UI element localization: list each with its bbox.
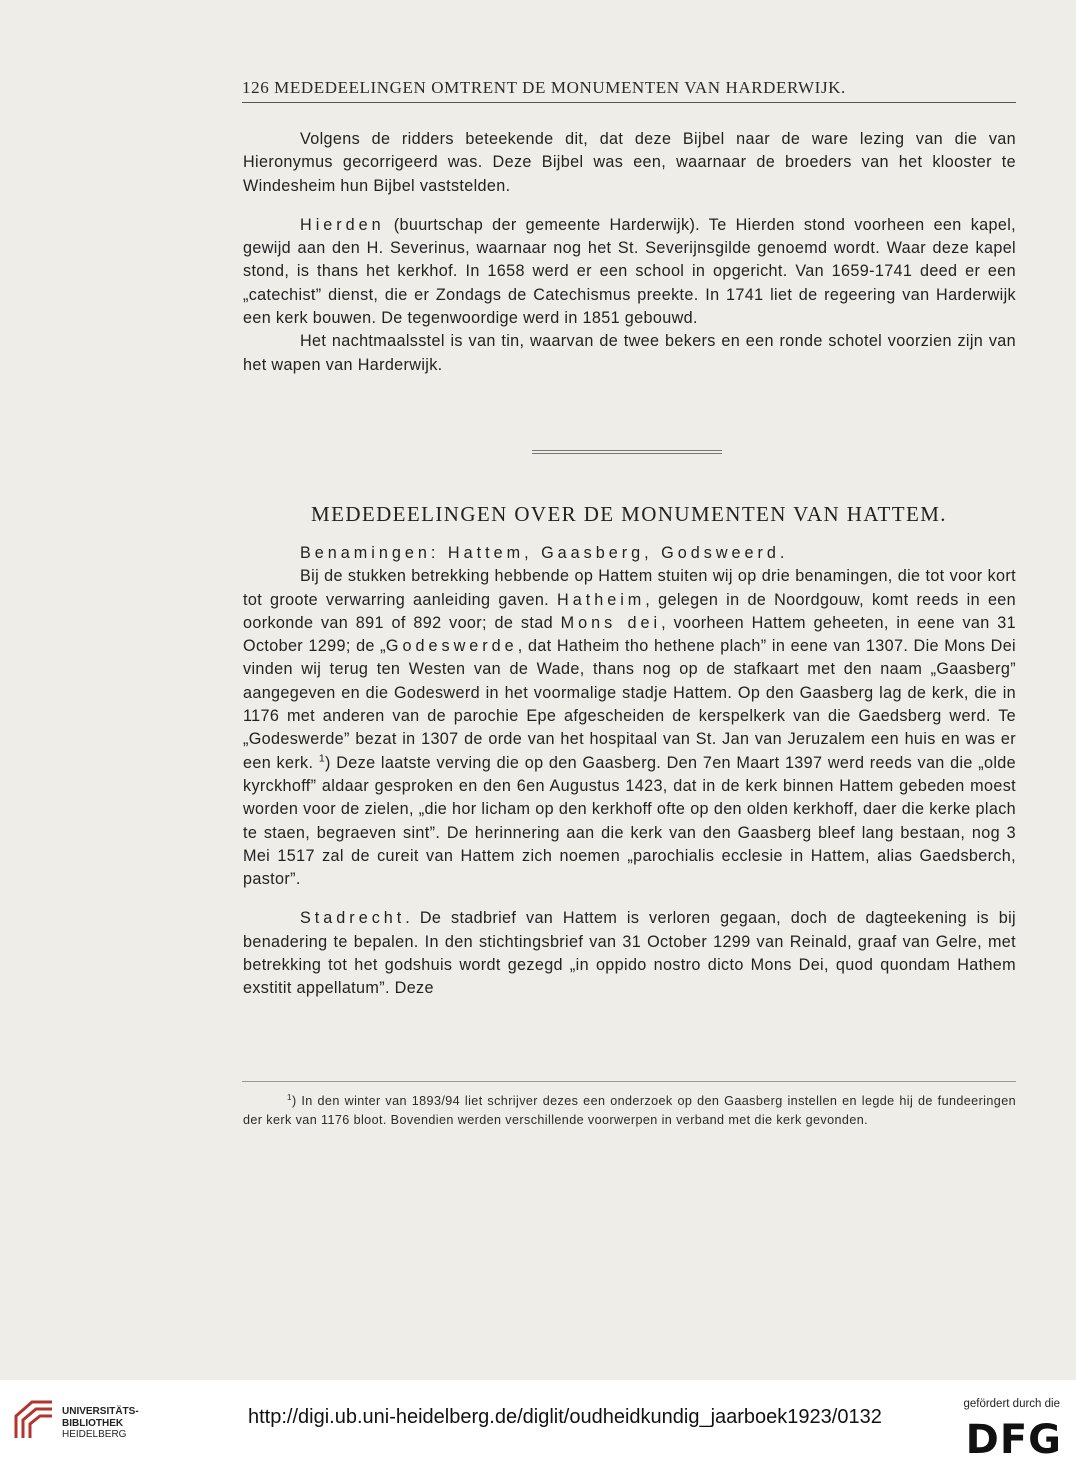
- paragraph-bible: Volgens de ridders beteekende dit, dat deze Bijbel naar de ware lezing van die van Hieronymus gecorrigeerd was. Deze Bijbel was een, waarnaar de broeders van het klooster te Windesheim hun Bijbel vaststelden.: [243, 130, 1016, 195]
- paragraph-names-history: Bij de stukken betrekking hebbende op Hattem stuiten wij op drie benamingen, die tot voor kort tot groote verwarring aanleiding gaven. Hatheim, gelegen in de Noordgouw, komt reeds in een oorkonde van 891 of 892 voor; de stad Mons dei, voorheen Hattem geheeten, in eene van 31 October 1299; de „Godeswerde, dat Hatheim tho hethene plach” in eene van 1307. Die Mons Dei vinden wij terug ten Westen van de Wade, thans nog op de stafkaart met den naam „Gaasberg” aangegeven en die Godeswerd in het voormalige stadje Hattem. Op den Gaasberg lag de kerk, die in 1176 met anderen van de parochie Epe afgescheiden de kerspelkerk van die Gaedsberg werd. Te „Godeswerde” bezat in 1307 de orde van het hospitaal van St. Jan van Jeruzalem een huis en was er een kerk. $^1$) Deze laatste verving die op den Gaasberg. Den 7en Maart 1397 werd reeds van die „olde kyrckhoff” aldaar gesproken en den 6en Augustus 1423, dat in de kerk binnen Hattem gebeden moest worden voor de zielen, „die hor licham op den kerkhoff ofte op den olden kerkhoff, daer die kerke plach te staen, begraeven sint”. De herinnering aan die kerk van den Gaasberg bleef lang bestaan, nog 3 Mei 1517 zal de cureit van Hattem zich noemen „parochialis ecclesie in Hattem, alias Gaedsberch, pastor”.: [243, 567, 1016, 889]
- funder-label: gefördert durch die: [963, 1398, 1060, 1410]
- running-head: 126 MEDEDEELINGEN OMTRENT DE MONUMENTEN VAN HARDERWIJK.: [242, 78, 846, 97]
- paragraph-names: Benamingen: Hattem, Gaasberg, Godsweerd.: [300, 544, 789, 562]
- section-title: MEDEDEELINGEN OVER DE MONUMENTEN VAN HATTEM.: [311, 502, 947, 526]
- lead-word-hierden: Hierden: [300, 215, 385, 234]
- library-name: UNIVERSITÄTS- BIBLIOTHEK HEIDELBERG: [62, 1406, 139, 1440]
- footnote-reference: 1: [318, 752, 326, 765]
- dfg-logo: DFG: [965, 1417, 1062, 1463]
- text-block-hattem: [243, 542, 1016, 1001]
- source-url-link[interactable]: http://digi.ub.uni-heidelberg.de/diglit/oudheidkundig_jaarboek1923/0132: [248, 1406, 882, 1428]
- section-divider: [532, 450, 722, 454]
- library-logo-icon: [12, 1398, 56, 1442]
- text-block-harderwijk: [243, 128, 1016, 377]
- footnote-mark: 1: [287, 1092, 292, 1102]
- paragraph-stadrecht: Stadrecht. De stadbrief van Hattem is verloren gegaan, doch de dagteekening is bij benadering te bepalen. In den stichtingsbrief van 31 October 1299 van Reinald, graaf van Gelre, met betrekking tot het godshuis wordt gezegd „in oppido nostro dicto Mons Dei, quod quondam Hathem exstitit appellatum”. Deze: [243, 909, 1016, 998]
- lead-word-stadrecht: Stadrecht: [300, 909, 406, 928]
- paragraph-communion-set: Het nachtmaalsstel is van tin, waarvan de twee bekers en een ronde schotel voorzien zijn van het wapen van Harderwijk.: [243, 332, 1016, 374]
- footnote-rule: [242, 1081, 1016, 1082]
- paragraph-hierden: Hierden (buurtschap der gemeente Harderwijk). Te Hierden stond voorheen een kapel, gewijd aan den H. Severinus, waarnaar nog het St. Severijnsgilde genoemd wordt. Waar deze kapel stond, is thans het kerkhof. In 1658 werd er een school in opgericht. Van 1659-1741 deed er een „catechist” dienst, die er Zondags de Catechismus preekte. In 1741 liet de regeering van Harderwijk een kerk bouwen. De tegenwoordige werd in 1851 gebouwd.: [243, 215, 1016, 328]
- header-rule: [242, 102, 1016, 103]
- footnote: $^1$) In den winter van 1893/94 liet schrijver dezes een onderzoek op den Gaasberg instellen en legde hij de fundeeringen der kerk van 1176 bloot. Bovendien werden verschillende voorwerpen in verband met die kerk gevonden.: [243, 1092, 1016, 1127]
